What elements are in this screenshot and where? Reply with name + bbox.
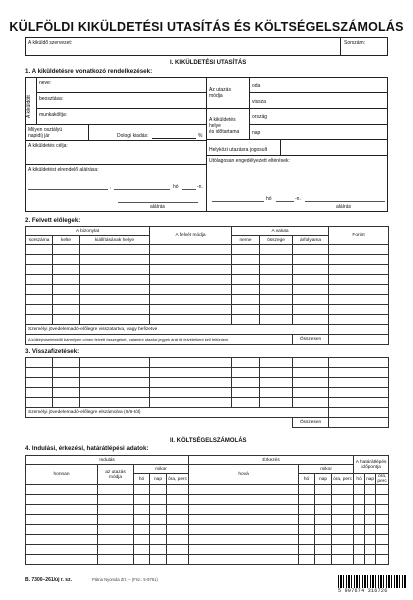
arrival-header: Érkezés	[189, 456, 354, 465]
signature-label: aláírás	[150, 204, 166, 210]
currency-header: A valuta	[232, 227, 329, 236]
table-row[interactable]	[26, 485, 389, 495]
whither-header: hová	[189, 465, 299, 485]
address-label: beosztása:	[39, 96, 64, 102]
table-row[interactable]	[26, 495, 389, 505]
signature-line[interactable]	[305, 201, 385, 202]
org-label: A kiküldő szervezet:	[28, 40, 73, 46]
tax-note: Személyi jövedelemadó-előlegre elszámolva (II/6-tól)	[26, 408, 329, 418]
border-header: A határátlépés időpontja	[354, 456, 389, 474]
whence-header: honnan	[26, 465, 98, 485]
table-row[interactable]	[26, 545, 389, 555]
percent-label: %	[198, 133, 203, 139]
date-line[interactable]	[114, 189, 170, 190]
when-header: mikor	[299, 465, 354, 474]
table-row[interactable]	[26, 358, 389, 368]
p1-heading: 1. A kiküldetésre vonatkozó rendelkezések:	[25, 68, 153, 75]
printer-info: Pátria Nyomda Zrt. – (Fsz.: 5-9761)	[92, 577, 158, 582]
divider	[206, 77, 207, 212]
travel-table	[25, 455, 389, 565]
permit-label: Helyközi utazásra jogosult	[209, 147, 268, 153]
table-row[interactable]	[26, 315, 389, 325]
date-line[interactable]	[28, 189, 108, 190]
divider	[88, 124, 89, 140]
table-row[interactable]	[26, 555, 389, 565]
table-row[interactable]	[26, 285, 389, 295]
duration-b: helye	[209, 123, 221, 129]
barcode-number: 5 997674 316726	[338, 588, 388, 594]
doc-header: A bizonylat	[26, 227, 150, 236]
total-row[interactable]	[26, 418, 389, 428]
divider	[25, 140, 206, 141]
barcode	[338, 575, 406, 588]
name-label: neve:	[39, 80, 52, 86]
job-label: munkaköltja:	[39, 112, 68, 118]
method-header: A felvét módja	[150, 227, 232, 245]
divider	[36, 77, 37, 124]
there-label: oda	[252, 83, 261, 89]
table-row[interactable]	[26, 368, 389, 378]
when-header: mikor	[134, 465, 189, 474]
method-header: az utazás módja	[98, 465, 134, 485]
back-label: vissza	[252, 99, 266, 105]
org-field[interactable]	[25, 37, 388, 56]
divider	[25, 124, 206, 125]
col-date: kelte	[53, 236, 80, 245]
table-row[interactable]	[26, 398, 389, 408]
signature-label: aláírás	[336, 204, 352, 210]
month-label: hó	[173, 184, 179, 190]
col-amount: összege	[260, 236, 293, 245]
forint-header: Forint	[329, 227, 389, 245]
divider	[249, 124, 388, 125]
country-label: ország	[252, 114, 268, 120]
daily-label-b: napidíj jár	[28, 133, 50, 139]
material-cost-label: Dologi kiadás:	[117, 133, 149, 139]
day-line[interactable]	[182, 189, 196, 190]
serial-label: Sorszám:	[344, 40, 366, 46]
day-label: nap	[252, 130, 261, 136]
p2-heading: 2. Felvett előlegek:	[25, 217, 81, 224]
date-line[interactable]	[212, 201, 264, 202]
material-cost-line[interactable]	[152, 138, 196, 139]
total-label: Összesen	[293, 418, 329, 428]
col-time: óra, perc	[167, 474, 189, 485]
divider	[206, 155, 388, 156]
table-row[interactable]	[26, 305, 389, 315]
divider	[340, 37, 341, 56]
p4-heading: 4. Indulási, érkezési, határátlépési adatok:	[25, 445, 149, 452]
travel-method-b: módja	[209, 93, 223, 99]
p3-heading: 3. Visszafizetések:	[25, 348, 80, 355]
divider	[206, 139, 388, 140]
table-row[interactable]	[26, 255, 389, 265]
table-row[interactable]	[26, 378, 389, 388]
table-row[interactable]	[26, 388, 389, 398]
table-row[interactable]	[26, 245, 389, 255]
month-label: hó	[266, 196, 272, 202]
advances-table	[25, 226, 389, 345]
departure-header: Indulás	[26, 456, 189, 465]
duration-a: A kiküldetés	[209, 117, 236, 123]
side-label: A kiküldött	[26, 95, 32, 118]
table-row[interactable]	[26, 275, 389, 285]
col-month: hó	[134, 474, 150, 485]
tax-note: Személyi jövedelemadó-előlegre visszatartva, vagy befizetve	[26, 325, 329, 335]
travel-method-a: Az utazás	[209, 87, 231, 93]
col-day: nap	[150, 474, 167, 485]
divider	[249, 92, 388, 93]
day-line[interactable]	[276, 201, 294, 202]
section-2-title: II. KÖLTSÉGELSZÁMOLÁS	[170, 438, 247, 444]
table-row[interactable]	[26, 525, 389, 535]
embassy-note: A külképviseletektől bármilyen címen felvett összegeket, valamint utazási jegyek árát itt felvételkent kell feltünteni.	[26, 335, 293, 345]
divider	[280, 139, 281, 155]
col-type: neme	[232, 236, 260, 245]
signature-line[interactable]	[118, 202, 198, 203]
divider	[206, 108, 388, 109]
section-1-title: I. KIKÜLDETÉSI UTASÍTÁS	[170, 60, 247, 66]
total-label: Összesen	[293, 335, 329, 345]
col-serial: sorszáma	[26, 236, 53, 245]
deviation-label: Utólagosan engedélyezett eltérések:	[209, 158, 290, 164]
total-row[interactable]	[26, 335, 389, 345]
n-label: -n.	[197, 184, 203, 190]
purpose-label: A kiküldetés célja:	[28, 143, 68, 149]
n-label: -n.	[295, 196, 301, 202]
col-month: hó	[299, 474, 315, 485]
divider	[25, 164, 206, 165]
col-day: nap	[365, 474, 376, 485]
table-row[interactable]	[26, 535, 389, 545]
repayments-table	[25, 357, 389, 428]
col-time: óra, perc	[332, 474, 354, 485]
col-month: hó	[354, 474, 365, 485]
table-row[interactable]	[26, 505, 389, 515]
divider	[36, 108, 206, 109]
table-row[interactable]	[26, 295, 389, 305]
col-time: óra, perc	[377, 474, 387, 484]
table-row[interactable]	[26, 515, 389, 525]
comma: ,	[110, 184, 112, 190]
col-rate: árfolyama	[293, 236, 329, 245]
form-title: KÜLFÖLDI KIKÜLDETÉSI UTASÍTÁS ÉS KÖLTSÉGELSZÁMOLÁS	[9, 20, 404, 34]
divider	[36, 92, 206, 93]
col-place: kiállításának helye	[80, 236, 150, 245]
col-day: nap	[315, 474, 332, 485]
table-row[interactable]	[26, 265, 389, 275]
ordered-label: A kiküldetést elrendelő aláírása:	[28, 167, 99, 173]
daily-label-a: Milyen osztályú	[28, 127, 63, 133]
tax-row[interactable]	[26, 325, 389, 335]
tax-row[interactable]	[26, 408, 389, 418]
duration-c: és időtartama	[209, 129, 240, 135]
form-code: B. 7300–261/új r. sz.	[25, 577, 72, 583]
